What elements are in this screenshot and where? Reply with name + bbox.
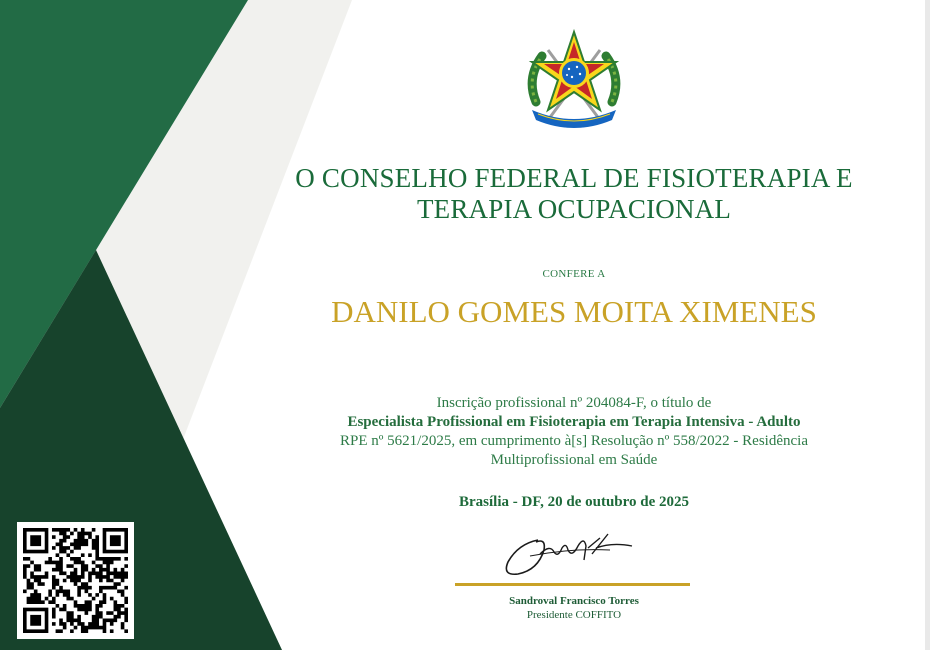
organization-line-2: TERAPIA OCUPACIONAL bbox=[416, 194, 732, 224]
page-edge bbox=[925, 0, 930, 650]
signer-name: Sandroval Francisco Torres bbox=[509, 595, 639, 607]
rpe-line-2: Multiprofissional em Saúde bbox=[490, 452, 658, 468]
signature-image bbox=[500, 528, 640, 582]
rpe-line-1: RPE nº 5621/2025, em cumprimento à[s] Resolução nº 558/2022 - Residência bbox=[340, 433, 808, 449]
organization-line-1: O CONSELHO FEDERAL DE FISIOTERAPIA E bbox=[295, 163, 853, 193]
organization-title bbox=[280, 163, 868, 225]
confers-label: CONFERE A bbox=[542, 268, 606, 280]
signer-role: Presidente COFFITO bbox=[526, 609, 622, 621]
coat-of-arms-of-brazil-icon bbox=[522, 28, 626, 132]
recipient-name: DANILO GOMES MOITA XIMENES bbox=[331, 294, 817, 329]
place-date: Brasília - DF, 20 de outubro de 2025 bbox=[458, 494, 690, 510]
specialist-title: Especialista Profissional em Fisioterapia em Terapia Intensiva - Adulto bbox=[347, 414, 801, 430]
signature-line bbox=[455, 583, 690, 586]
qr-code-icon bbox=[17, 522, 134, 639]
certificate-body bbox=[280, 394, 868, 470]
registration-line: Inscrição profissional nº 204084-F, o título de bbox=[436, 395, 712, 411]
